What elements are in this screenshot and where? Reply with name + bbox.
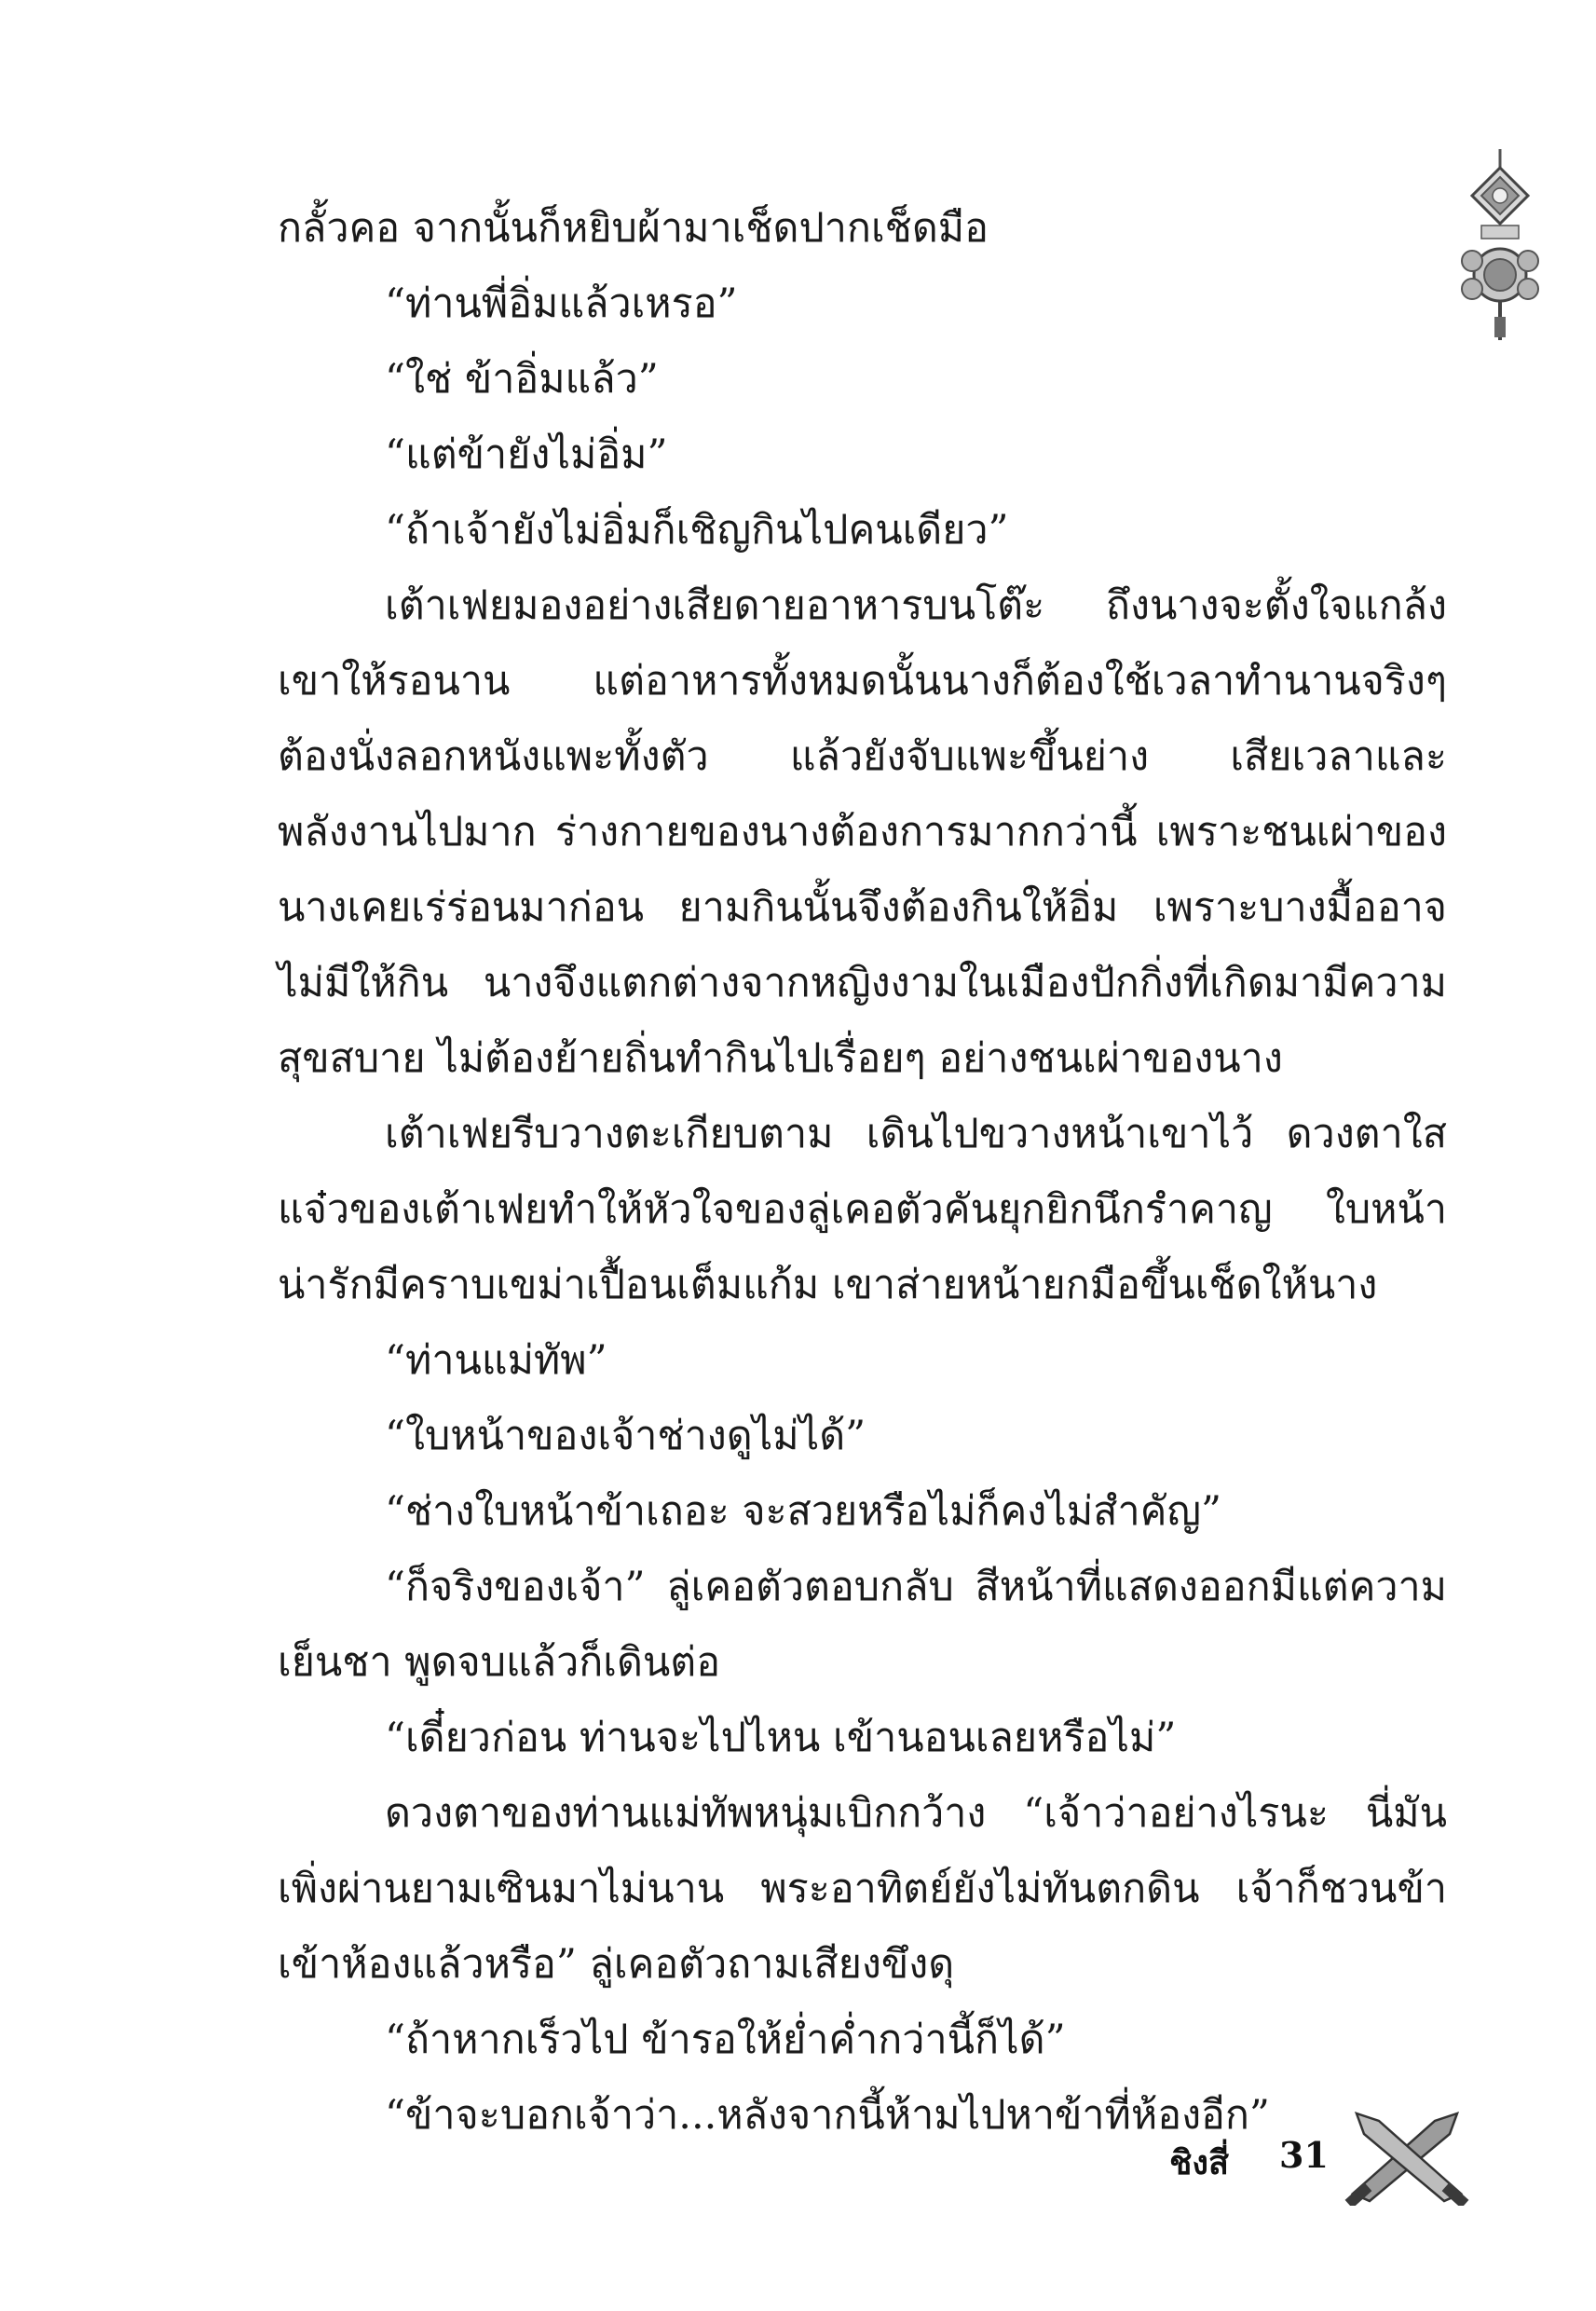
- book-title: ชิงสี่: [1169, 2144, 1229, 2182]
- paragraph: เต้าเฟยมองอย่างเสียดายอาหารบนโต๊ะ ถึงนางจะตั้งใจแกล้งเขาให้รอนาน แต่อาหารทั้งหมดนั้นนางก็ต้องใช้เวลาทำนานจริงๆ ต้องนั่งลอกหนังแพะทั้งตัว แล้วยังจับแพะขึ้นย่าง เสียเวลาและพลังงานไปมาก ร่างกายของนางต้องการมากกว่านี้ เพราะชนเผ่าของนางเคยเร่ร่อนมาก่อน ยามกินนั้นจึงต้องกินให้อิ่ม เพราะบางมื้ออาจไม่มีให้กิน นางจึงแตกต่างจากหญิงงามในเมืองปักกิ่งที่เกิดมามีความสุขสบาย ไม่ต้องย้ายถิ่นทำกินไปเรื่อยๆ อย่างชนเผ่าของนาง: [278, 582, 1447, 1082]
- paragraph: “แต่ข้ายังไม่อิ่ม”: [385, 431, 668, 478]
- page-body-text: [278, 191, 1447, 2154]
- paragraph: “ช่างใบหน้าข้าเถอะ จะสวยหรือไม่ก็คงไม่สำคัญ”: [385, 1488, 1222, 1535]
- paragraph: กลั้วคอ จากนั้นก็หยิบผ้ามาเช็ดปากเช็ดมือ: [278, 205, 989, 252]
- page-number: 31: [1279, 2134, 1329, 2176]
- paragraph: “ก็จริงของเจ้า” ลู่เคอตัวตอบกลับ สีหน้าที่แสดงออกมีแต่ความเย็นชา พูดจบแล้วก็เดินต่อ: [278, 1564, 1447, 1686]
- paragraph: “ถ้าหากเร็วไป ข้ารอให้ย่ำค่ำกว่านี้ก็ได้”: [385, 2017, 1066, 2063]
- paragraph: “ใบหน้าของเจ้าช่างดูไม่ได้”: [385, 1413, 866, 1459]
- paragraph: “ถ้าเจ้ายังไม่อิ่มก็เชิญกินไปคนเดียว”: [385, 507, 1009, 554]
- paragraph: “ใช่ ข้าอิ่มแล้ว”: [385, 356, 659, 403]
- page-footer: [1169, 2108, 1477, 2210]
- paragraph: ดวงตาของท่านแม่ทัพหนุ่มเบิกกว้าง “เจ้าว่าอย่างไรนะ นี่มันเพิ่งผ่านยามเซินมาไม่นาน พระอาทิตย์ยังไม่ทันตกดิน เจ้าก็ชวนข้าเข้าห้องแล้วหรือ” ลู่เคอตัวถามเสียงขึงดุ: [278, 1790, 1447, 1988]
- paragraph: เต้าเฟยรีบวางตะเกียบตาม เดินไปขวางหน้าเขาไว้ ดวงตาใสแจ๋วของเต้าเฟยทำให้หัวใจของลู่เคอตัวคันยุกยิกนึกรำคาญ ใบหน้าน่ารักมีคราบเขม่าเปื้อนเต็มแก้ม เขาส่ายหน้ายกมือขึ้นเช็ดให้นาง: [278, 1111, 1447, 1308]
- crossed-knives-icon: [1342, 2108, 1472, 2206]
- paragraph: “ท่านแม่ทัพ”: [385, 1337, 607, 1384]
- paragraph: “ท่านพี่อิ่มแล้วเหรอ”: [385, 280, 738, 327]
- chinese-knot-ornament-icon: [1453, 149, 1547, 345]
- paragraph: “ข้าจะบอกเจ้าว่า...หลังจากนี้ห้ามไปหาข้าที่ห้องอีก”: [385, 2092, 1270, 2139]
- paragraph: “เดี๋ยวก่อน ท่านจะไปไหน เข้านอนเลยหรือไม่”: [385, 1715, 1177, 1761]
